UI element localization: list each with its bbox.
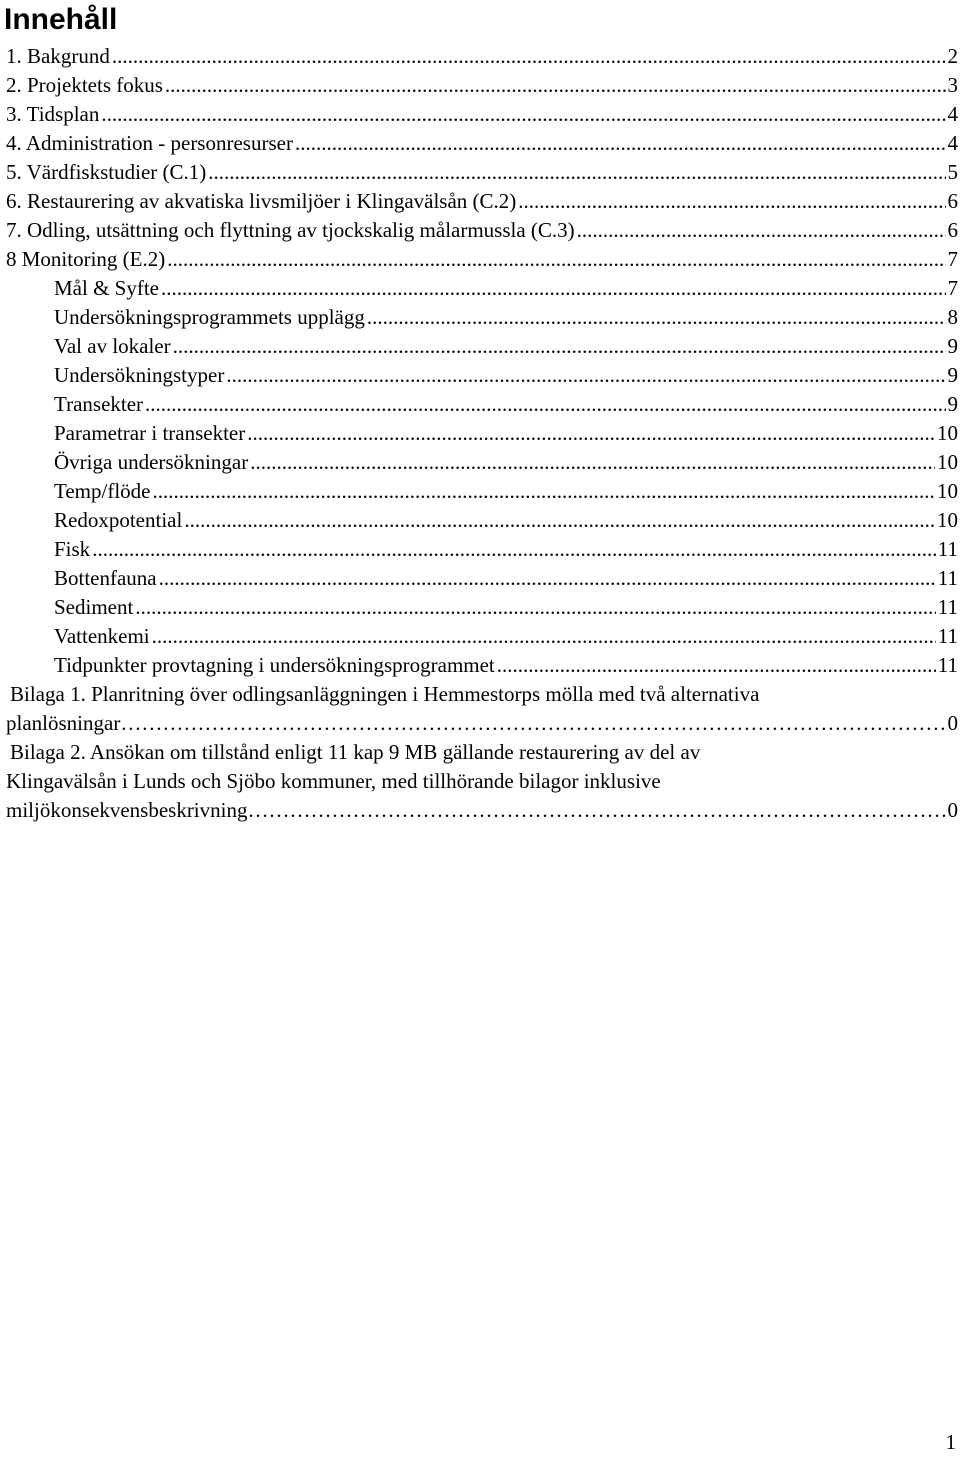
toc-entry-val-av-lokaler[interactable] [6, 332, 960, 361]
toc-entry-page: 11 [937, 653, 958, 677]
toc-entry-monitoring[interactable] [6, 245, 960, 274]
toc-entry-title: Fisk [54, 537, 91, 561]
toc-entry-title: 4. Administration - personresurser [6, 131, 293, 155]
toc-entry-title: Vattenkemi [54, 624, 150, 648]
bilaga-2-page: 0 [947, 798, 958, 822]
dot-leader [208, 158, 945, 187]
toc-entry-page: 10 [937, 421, 958, 445]
toc-entry-vattenkemi[interactable] [6, 622, 960, 651]
toc-entry-page: 11 [937, 537, 958, 561]
toc-entry-title: 3. Tidsplan [6, 102, 100, 126]
bilaga-1-title-end: planlösningar [6, 711, 121, 735]
toc-entry-parametrar[interactable] [6, 419, 960, 448]
toc-entry-projektets-fokus[interactable] [6, 71, 960, 100]
toc-entry-title: Undersökningsprogrammets upplägg [54, 305, 365, 329]
dot-leader [367, 303, 946, 332]
dot-leader [497, 651, 936, 680]
bilaga-2-line-3 [6, 796, 958, 825]
toc-entry-page: 7 [947, 276, 958, 300]
toc-entry-title: Undersökningstyper [54, 363, 225, 387]
toc-entry-title: 1. Bakgrund [6, 44, 110, 68]
bilaga-1-line-2 [6, 709, 958, 738]
dot-leader [159, 564, 936, 593]
toc-entry-tidsplan[interactable] [6, 100, 960, 129]
toc-entry-page: 9 [947, 334, 958, 358]
dot-leader [226, 361, 945, 390]
dot-leader [92, 535, 936, 564]
toc-entry-page: 7 [947, 247, 958, 271]
toc-entry-upplagg[interactable] [6, 303, 960, 332]
toc-entry-title: 2. Projektets fokus [6, 73, 163, 97]
toc-entry-undersokningstyper[interactable] [6, 361, 960, 390]
toc-entry-title: Sediment [54, 595, 134, 619]
toc-entry-page: 4 [947, 131, 958, 155]
dot-leader [135, 593, 935, 622]
toc-entry-page: 3 [947, 73, 958, 97]
toc-entry-page: 10 [937, 508, 958, 532]
bilaga-2-line-1: Bilaga 2. Ansökan om tillstånd enligt 11 kap 9 MB gällande restaurering av del av [10, 740, 701, 764]
toc-entry-title: 7. Odling, utsättning och flyttning av tjockskalig målarmussla (C.3) [6, 218, 575, 242]
toc-entry-title: Val av lokaler [54, 334, 171, 358]
toc-entry-page: 6 [947, 218, 958, 242]
toc-entry-title: Redoxpotential [54, 508, 183, 532]
toc-entry-bakgrund[interactable] [6, 42, 960, 71]
toc-entry-page: 9 [947, 363, 958, 387]
dot-leader [145, 390, 945, 419]
toc-entry-title: Bottenfauna [54, 566, 157, 590]
toc-entry-title: Mål & Syfte [54, 276, 159, 300]
table-of-contents [6, 42, 960, 825]
toc-entry-page: 4 [947, 102, 958, 126]
dot-leader [152, 622, 936, 651]
page-number: 1 [945, 1430, 956, 1454]
toc-entry-bottenfauna[interactable] [6, 564, 960, 593]
toc-entry-page: 6 [947, 189, 958, 213]
toc-entry-title: Transekter [54, 392, 144, 416]
toc-entry-odling[interactable] [6, 216, 960, 245]
dot-leader [247, 419, 935, 448]
dot-leader [167, 245, 945, 274]
dot-leader [153, 477, 936, 506]
toc-entry-title: 5. Värdfiskstudier (C.1) [6, 160, 207, 184]
dot-leader [112, 42, 946, 71]
dot-leader [518, 187, 945, 216]
bilaga-1-line-1: Bilaga 1. Planritning över odlingsanläggningen i Hemmestorps mölla med två alternativa [10, 682, 760, 706]
toc-entry-title: Temp/flöde [54, 479, 151, 503]
toc-entry-fisk[interactable] [6, 535, 960, 564]
toc-entry-tidpunkter[interactable] [6, 651, 960, 680]
toc-entry-sediment[interactable] [6, 593, 960, 622]
toc-entry-transekter[interactable] [6, 390, 960, 419]
toc-entry-vardfiskstudier[interactable] [6, 158, 960, 187]
toc-entry-mal-syfte[interactable] [6, 274, 960, 303]
toc-entry-page: 11 [937, 566, 958, 590]
toc-entry-page: 10 [937, 479, 958, 503]
toc-entry-page: 8 [947, 305, 958, 329]
toc-entry-page: 10 [937, 450, 958, 474]
dot-leader [250, 448, 935, 477]
dot-leader [184, 506, 935, 535]
dot-leader [173, 332, 946, 361]
toc-entry-page: 9 [947, 392, 958, 416]
dot-leader [120, 709, 947, 738]
bilaga-2-title-end: miljökonsekvensbeskrivning [6, 798, 248, 822]
toc-entry-ovriga[interactable] [6, 448, 960, 477]
dot-leader [247, 796, 947, 825]
toc-entry-title: 8 Monitoring (E.2) [6, 247, 166, 271]
toc-entry-bilaga-1[interactable] [6, 680, 958, 738]
toc-entry-page: 5 [947, 160, 958, 184]
toc-entry-page: 11 [937, 595, 958, 619]
toc-heading: Innehåll [4, 3, 118, 36]
toc-entry-page: 2 [947, 44, 958, 68]
dot-leader [295, 129, 946, 158]
toc-entry-temp-flode[interactable] [6, 477, 960, 506]
dot-leader [577, 216, 946, 245]
toc-entry-redoxpotential[interactable] [6, 506, 960, 535]
toc-entry-restaurering[interactable] [6, 187, 960, 216]
dot-leader [161, 274, 946, 303]
toc-entry-title: Parametrar i transekter [54, 421, 246, 445]
toc-entry-title: Övriga undersökningar [54, 450, 249, 474]
toc-entry-administration[interactable] [6, 129, 960, 158]
toc-entry-title: Tidpunkter provtagning i undersökningsprogrammet [54, 653, 495, 677]
toc-entry-title: 6. Restaurering av akvatiska livsmiljöer i Klingavälsån (C.2) [6, 189, 517, 213]
dot-leader [101, 100, 945, 129]
toc-entry-page: 11 [937, 624, 958, 648]
dot-leader [165, 71, 946, 100]
bilaga-2-line-2: Klingavälsån i Lunds och Sjöbo kommuner, med tillhörande bilagor inklusive [6, 769, 661, 793]
bilaga-1-page: 0 [947, 711, 958, 735]
toc-entry-bilaga-2[interactable] [6, 738, 958, 825]
